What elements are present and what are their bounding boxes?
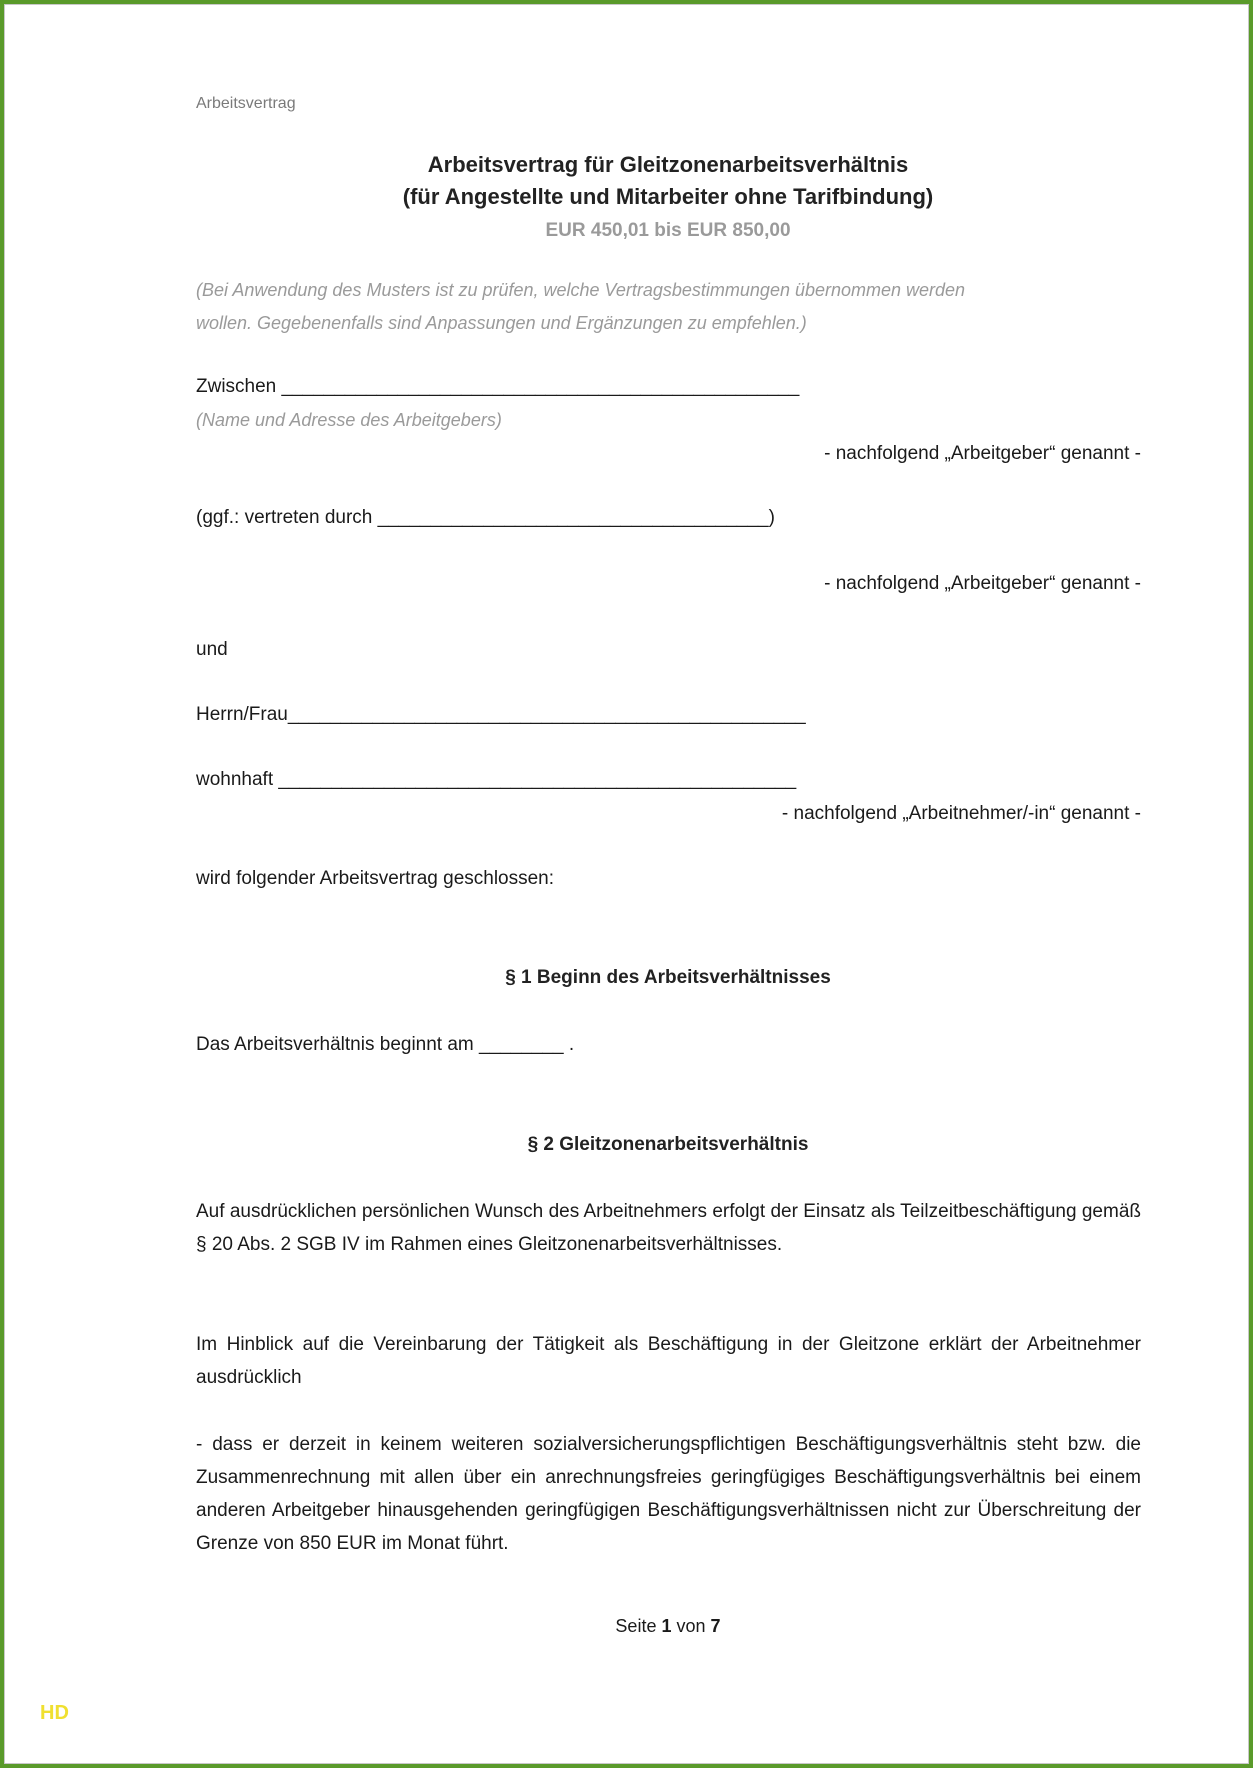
person-line: Herrn/Frau_________________________________________________ — [196, 704, 806, 725]
represented-by-line: (ggf.: vertreten durch _____________________________________) — [196, 507, 775, 528]
employer-designation: - nachfolgend „Arbeitgeber“ genannt - — [824, 443, 1141, 464]
footer-page-word: Seite — [615, 1616, 657, 1636]
employer-hint: (Name und Adresse des Arbeitgebers) — [196, 410, 502, 430]
section2-paragraph2: Im Hinblick auf die Vereinbarung der Tätigkeit als Beschäftigung in der Gleitzone erklärt der Arbeitnehmer ausdrücklich — [196, 1334, 1141, 1388]
page-footer — [196, 1616, 1140, 1637]
section1-text: Das Arbeitsverhältnis beginnt am ________ . — [196, 1034, 575, 1055]
document-subtitle: EUR 450,01 bis EUR 850,00 — [545, 220, 791, 241]
usage-note-line1: (Bei Anwendung des Musters ist zu prüfen, welche Vertragsbestimmungen übernommen werden — [196, 280, 966, 300]
footer-page-current: 1 — [661, 1616, 672, 1636]
section1-heading: § 1 Beginn des Arbeitsverhältnisses — [505, 967, 831, 988]
section2-paragraph1: Auf ausdrücklichen persönlichen Wunsch des Arbeitnehmers erfolgt der Einsatz als Teilzeitbeschäftigung gemäß § 20 Abs. 2 SGB IV im Rahmen eines Gleitzonenarbeitsverhältnisses. — [196, 1201, 1141, 1255]
hd-watermark: HD — [40, 1702, 69, 1724]
and-text: und — [196, 639, 228, 660]
usage-note-line2: wollen. Gegebenenfalls sind Anpassungen und Ergänzungen zu empfehlen.) — [196, 313, 807, 333]
employee-designation: - nachfolgend „Arbeitnehmer/-in“ genannt - — [781, 803, 1141, 824]
document-title: Arbeitsvertrag für Gleitzonenarbeitsverhältnis — [427, 152, 909, 177]
section2-heading: § 2 Gleitzonenarbeitsverhältnis — [527, 1134, 809, 1155]
document-title-line2: (für Angestellte und Mitarbeiter ohne Tarifbindung) — [402, 184, 934, 209]
footer-page-total: 7 — [710, 1616, 721, 1636]
residence-line: wohnhaft _________________________________________________ — [196, 769, 797, 790]
between-line: Zwischen _________________________________________________ — [196, 376, 800, 397]
footer-of-word: von — [676, 1616, 706, 1636]
contract-concluded-text: wird folgender Arbeitsvertrag geschlossen: — [196, 868, 555, 889]
running-header: Arbeitsvertrag — [196, 95, 296, 112]
employer-designation-2: - nachfolgend „Arbeitgeber“ genannt - — [824, 573, 1141, 594]
section2-paragraph3: - dass er derzeit in keinem weiteren sozialversicherungspflichtigen Beschäftigungsverhältnis steht bzw. die Zusammenrechnung mit allen über ein anrechnungsfreies geringfügiges Beschäftigungsverhältnis bei einem anderen Arbeitgeber hinausgehenden geringfügigen Beschäftigungsverhältnissen nicht zur Überschreitung der Grenze von 850 EUR im Monat führt. — [196, 1434, 1141, 1554]
